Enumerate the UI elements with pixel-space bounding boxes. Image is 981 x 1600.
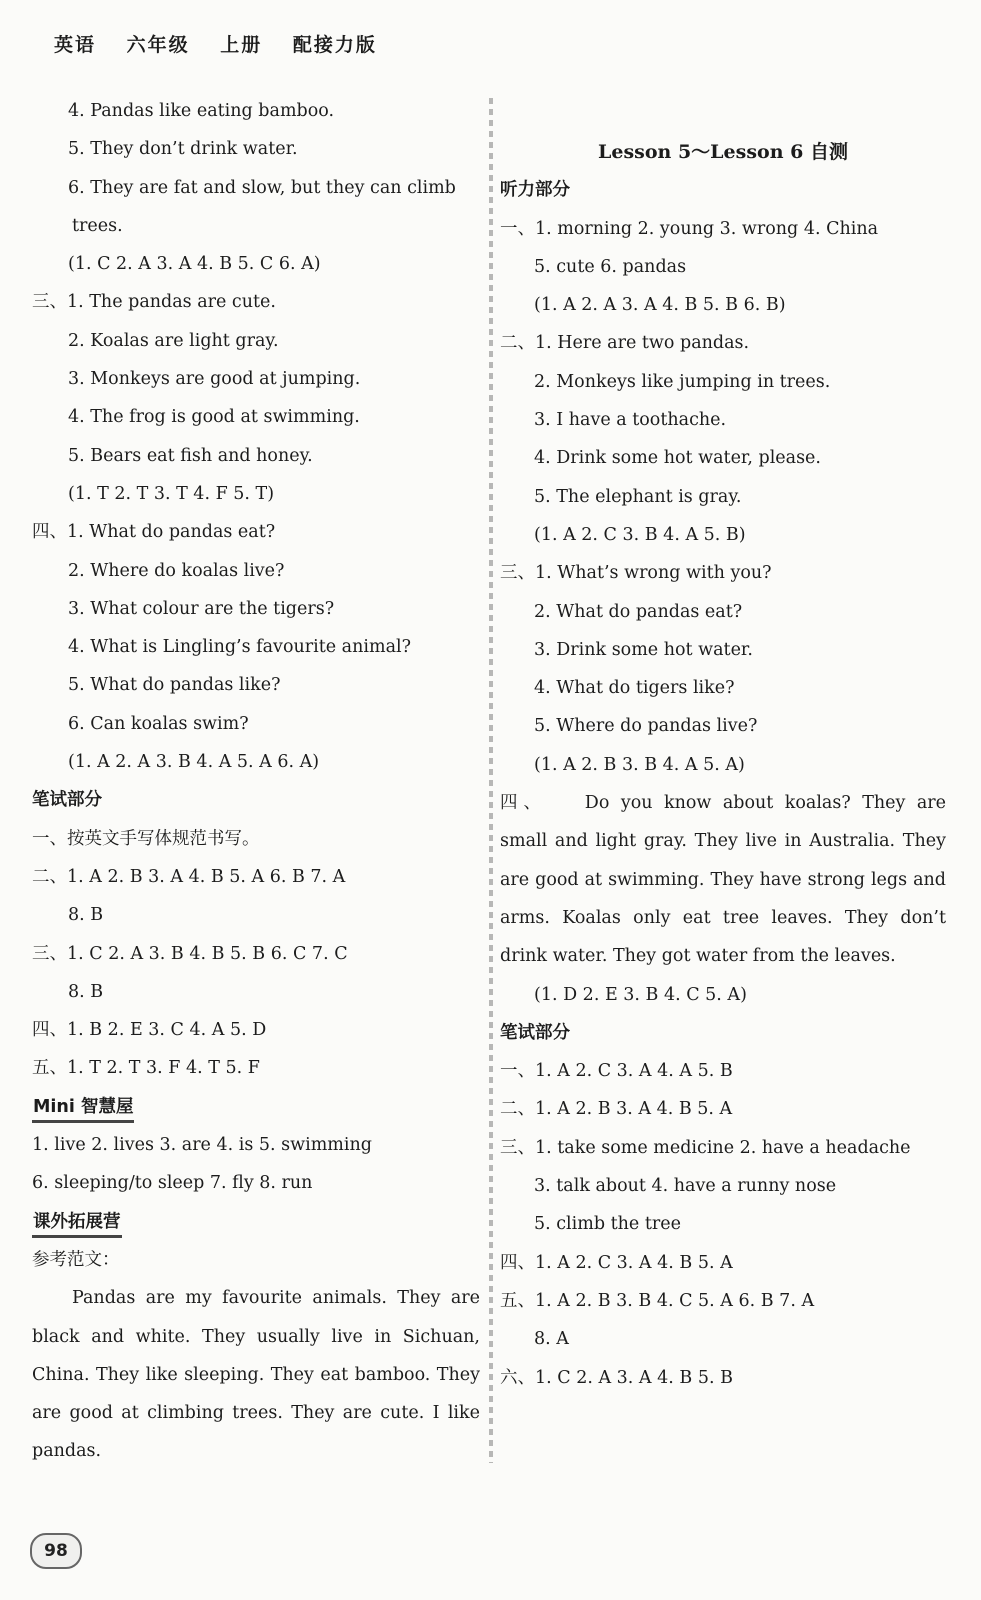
- answer-line: 6. Can koalas swim?: [68, 713, 249, 734]
- answer-line: 2. What do pandas eat?: [534, 601, 743, 622]
- answer-line: 五、1. T 2. T 3. F 4. T 5. F: [32, 1058, 260, 1079]
- answer-line: 6. They are fat and slow, but they can climb: [68, 177, 456, 198]
- passage-text: Do you know about koalas? They are small and light gray. They live in Australia. They are good at swimming. They have strong legs and arms. Koalas only eat tree leaves. They don’t drink water. They got water from the leaves.: [500, 793, 946, 967]
- answer-line: 五、1. A 2. B 3. B 4. C 5. A 6. B 7. A: [500, 1290, 815, 1311]
- answer-line: (1. A 2. B 3. B 4. A 5. A): [534, 754, 745, 775]
- answer-line: (1. T 2. T 3. T 4. F 5. T): [68, 483, 275, 504]
- answer-line: 3. What colour are the tigers?: [68, 598, 335, 619]
- answer-line: 四、1. B 2. E 3. C 4. A 5. D: [32, 1020, 267, 1041]
- essay-paragraph: Pandas are my favourite animals. They are black and white. They usually live in Sichuan, China. They like sleeping. They eat bamboo. They are good at climbing trees. They are cute. I like pandas.: [32, 1288, 480, 1462]
- answer-line: 4. Pandas like eating bamboo.: [68, 101, 335, 121]
- answer-line: trees.: [72, 215, 123, 236]
- answer-line: 一、1. A 2. C 3. A 4. A 5. B: [500, 1061, 733, 1082]
- header-edition: 配接力版: [292, 34, 377, 56]
- right-answer-lines: [500, 171, 946, 784]
- answer-line: 一、按英文手写体规范书写。: [32, 828, 260, 849]
- answer-line: 4. What is Lingling’s favourite animal?: [68, 637, 411, 658]
- column-divider: [489, 98, 493, 1463]
- answer-line: (1. A 2. A 3. B 4. A 5. A 6. A): [68, 752, 320, 773]
- lesson-title: Lesson 5～Lesson 6 自测: [598, 141, 848, 163]
- answer-line: 四、1. What do pandas eat?: [32, 522, 276, 543]
- page-header: [54, 30, 399, 57]
- answer-line: 5. cute 6. pandas: [534, 256, 687, 277]
- left-answer-lines: [32, 92, 480, 1279]
- answer-line: 2. Where do koalas live?: [68, 560, 285, 581]
- answer-line: 5. They don’t drink water.: [68, 139, 298, 160]
- left-column: [32, 92, 480, 1471]
- page-number: 98: [30, 1533, 82, 1569]
- passage-label: 四、: [500, 793, 547, 814]
- header-volume: 上册: [220, 34, 263, 56]
- answer-line: (1. D 2. E 3. B 4. C 5. A): [534, 984, 747, 1005]
- answer-line: 1. live 2. lives 3. are 4. is 5. swimming: [32, 1135, 372, 1156]
- answer-line: 参考范文：: [32, 1249, 120, 1270]
- section-heading: 笔试部分: [32, 790, 102, 811]
- answer-line: [32, 1088, 480, 1126]
- answer-line: (1. A 2. C 3. B 4. A 5. B): [534, 524, 746, 545]
- right-answer-lines-after: [500, 976, 946, 1397]
- answer-line: 5. climb the tree: [534, 1214, 681, 1235]
- answer-line: 一、1. morning 2. young 3. wrong 4. China: [500, 218, 879, 239]
- section-banner: Mini 智慧屋: [32, 1094, 134, 1123]
- answer-line: 3. Monkeys are good at jumping.: [68, 369, 361, 390]
- right-column: [500, 133, 946, 1397]
- answer-line: 5. What do pandas like?: [68, 675, 281, 696]
- answer-line: 二、1. A 2. B 3. A 4. B 5. A 6. B 7. A: [32, 866, 346, 887]
- answer-line: 三、1. C 2. A 3. B 4. B 5. B 6. C 7. C: [32, 943, 348, 964]
- answer-line: 2. Monkeys like jumping in trees.: [534, 371, 831, 392]
- answer-line: 3. Drink some hot water.: [534, 639, 753, 660]
- header-grade: 六年级: [126, 34, 190, 56]
- section-banner: 课外拓展营: [32, 1209, 122, 1238]
- answer-line: (1. C 2. A 3. A 4. B 5. C 6. A): [68, 254, 321, 275]
- header-subject: 英语: [54, 34, 97, 56]
- answer-line: 六、1. C 2. A 3. A 4. B 5. B: [500, 1367, 733, 1388]
- koala-passage: [500, 784, 946, 975]
- answer-line: 三、1. take some medicine 2. have a headache: [500, 1137, 911, 1158]
- answer-line: [32, 1203, 480, 1241]
- answer-line: (1. A 2. A 3. A 4. B 5. B 6. B): [534, 295, 786, 316]
- answer-line: 4. Drink some hot water, please.: [534, 448, 821, 469]
- answer-line: 二、1. Here are two pandas.: [500, 333, 750, 354]
- answer-line: 2. Koalas are light gray.: [68, 330, 279, 351]
- answer-line: 二、1. A 2. B 3. A 4. B 5. A: [500, 1099, 733, 1120]
- answer-line: 四、1. A 2. C 3. A 4. B 5. A: [500, 1252, 733, 1273]
- answer-line: 3. talk about 4. have a runny nose: [534, 1176, 837, 1197]
- section-heading: 笔试部分: [500, 1022, 570, 1043]
- answer-line: 8. A: [534, 1329, 569, 1350]
- answer-line: 5. Bears eat fish and honey.: [68, 445, 313, 466]
- answer-line: 8. B: [68, 981, 104, 1002]
- answer-line: 5. The elephant is gray.: [534, 486, 742, 507]
- answer-line: 6. sleeping/to sleep 7. fly 8. run: [32, 1173, 313, 1194]
- section-heading: 听力部分: [500, 180, 570, 201]
- answer-line: 5. Where do pandas live?: [534, 716, 758, 737]
- answer-line: 3. I have a toothache.: [534, 410, 727, 431]
- answer-line: 4. What do tigers like?: [534, 678, 735, 699]
- answer-line: 三、1. What’s wrong with you?: [500, 563, 772, 584]
- answer-line: 8. B: [68, 905, 104, 926]
- answer-line: 三、1. The pandas are cute.: [32, 292, 276, 313]
- answer-line: 4. The frog is good at swimming.: [68, 407, 360, 428]
